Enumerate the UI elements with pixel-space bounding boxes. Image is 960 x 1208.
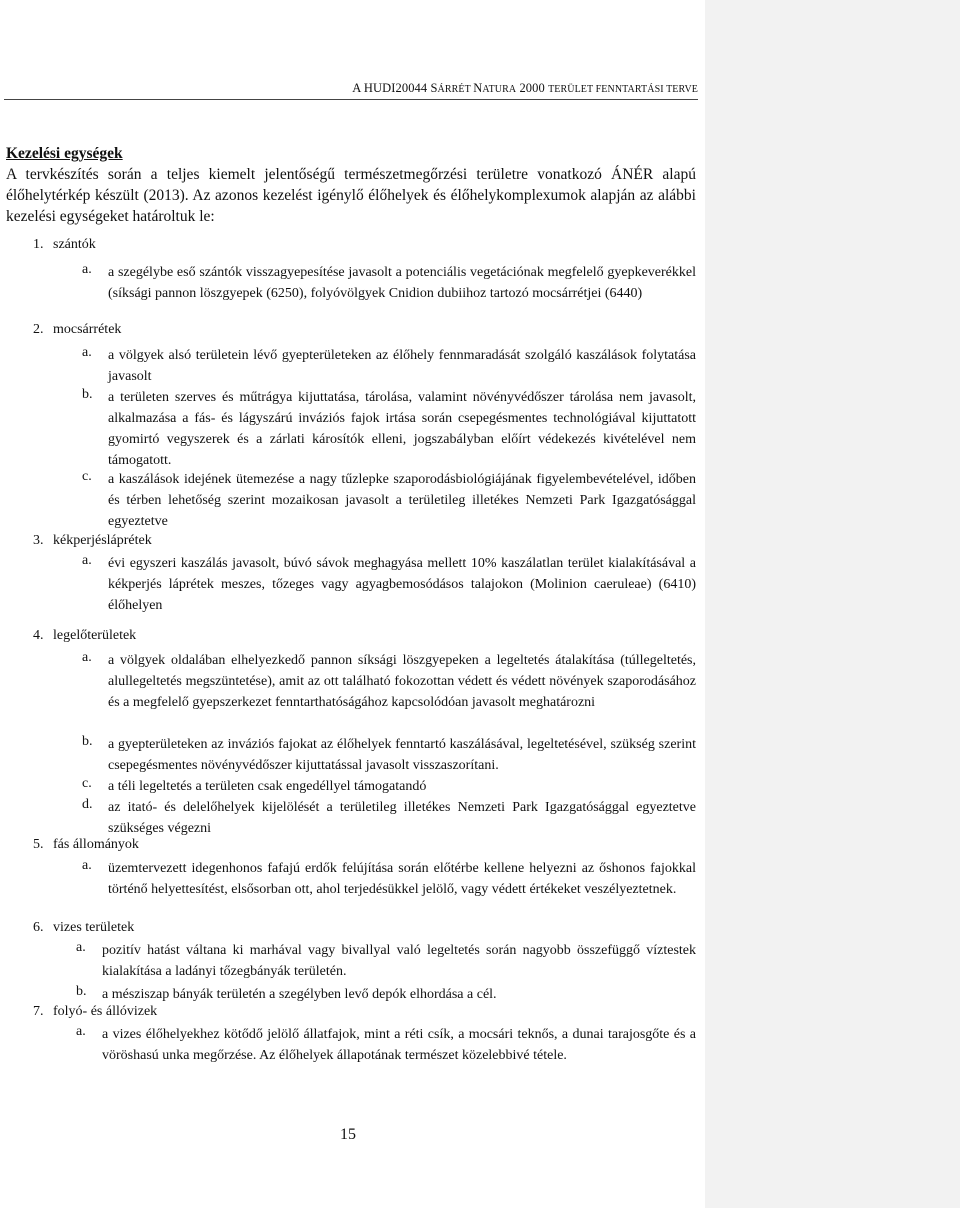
item-number: 2. — [33, 322, 44, 337]
sub-letter: c. — [82, 776, 92, 791]
sub-letter: a. — [82, 553, 92, 568]
header-prefix: A HUDI20044 S — [352, 81, 438, 95]
sub-text: a területen szerves és műtrágya kijuttatása, tárolása, valamint növényvédőszer tárolása nem javasolt, alkalmazása a fás- és lágyszárú inváziós fajok irtása során csepegésmentes technológiával kijuttatott gyomirtó vegyszerek és a zárlati károsítók elleni, jogszabályban előírt védekezés kivételével nem támogatott. — [108, 390, 696, 468]
sub-letter: b. — [82, 387, 93, 402]
sub-text: a kaszálások idejének ütemezése a nagy tűzlepke szaporodásbiológiájának figyelembevételével, időben és térben lehetőség szerint mozaikosan javasolt a területileg illetékes Nemzeti Park Igazgatósággal egyeztetve — [108, 472, 696, 529]
item-number: 1. — [33, 237, 44, 252]
sub-item-4b — [82, 734, 696, 776]
list-item-6 — [33, 920, 134, 936]
item-number: 3. — [33, 533, 44, 548]
sub-letter: a. — [82, 262, 92, 277]
sub-text: a szegélybe eső szántók visszagyepesítése javasolt a potenciális vegetációnak megfelelő gyepkeverékkel (síksági pannon löszgyepek (6250), folyóvölgyek Cnidion dubiihoz tartozó mocsárrétjei (6440) — [108, 265, 696, 301]
header-part-1: ÁRRÉT — [437, 84, 474, 95]
sub-text: a völgyek oldalában elhelyezkedő pannon síksági löszgyepeken a legeltetés átalakítása (túllegeltetés, alullegeltetés megszüntetése), amit az ott található fokozottan védett és védett növények szaporodásához és a megfelelő gyepszerkezet fenntarthatóságához kapcsolódóan javasolt meghatározni — [108, 653, 696, 710]
item-label: kékperjésláprétek — [53, 533, 152, 548]
sub-letter: a. — [82, 858, 92, 873]
sub-letter: b. — [76, 984, 87, 999]
sub-text: a mésziszap bányák területén a szegélyben levő depók elhordása a cél. — [102, 987, 497, 1002]
list-item-7 — [33, 1004, 157, 1020]
sub-letter: a. — [76, 1024, 86, 1039]
running-header — [4, 81, 698, 100]
sub-text: a téli legeltetés a területen csak engedéllyel támogatandó — [108, 779, 427, 794]
sub-text: pozitív hatást váltana ki marhával vagy bivallyal való legeltetés során nagyobb összefüggő víztestek kialakítása a ladányi tőzegbányák területén. — [102, 943, 696, 979]
sub-item-4d — [82, 797, 696, 839]
sub-item-2b — [82, 387, 696, 471]
sub-item-2a — [82, 345, 696, 387]
sub-item-3a — [82, 553, 696, 616]
header-part-4: 2000 — [516, 81, 549, 95]
sub-item-1a — [82, 262, 696, 304]
sub-text: a völgyek alsó területein lévő gyepterületeken az élőhely fennmaradását szolgáló kaszálások folytatása javasolt — [108, 348, 696, 384]
sub-text: a vizes élőhelyekhez kötődő jelölő állatfajok, mint a réti csík, a mocsári teknős, a dunai tarajosgőte és a vöröshasú unka megőrzése. Az élőhelyek állapotának természet közelebbivé tétele. — [102, 1027, 696, 1063]
sub-text: üzemtervezett idegenhonos fafajú erdők felújítása során előtérbe kellene helyezni az őshonos fajokkal történő helyettesítést, elsősorban ott, ahol terjedésükkel jelölő, vagy védett értékeket veszélyeztetnek. — [108, 861, 696, 897]
item-label: fás állományok — [53, 837, 139, 852]
sub-item-5a — [82, 858, 696, 900]
page-number: 15 — [340, 1126, 356, 1143]
sub-text: az itató- és delelőhelyek kijelölését a területileg illetékes Nemzeti Park Igazgatósággal egyeztetve szükséges végezni — [108, 800, 696, 836]
list-item-4 — [33, 628, 136, 644]
section-heading: Kezelési egységek — [6, 145, 123, 162]
header-part-5: TERÜLET FENNTARTÁSI TERVE — [548, 84, 698, 95]
intro-paragraph: A tervkészítés során a teljes kiemelt jelentőségű természetmegőrzési területre vonatkozó ÁNÉR alapú élőhelytérkép készült (2013). Az azonos kezelést igénylő élőhelyek és élőhelykomplexumok alapján az alábbi kezelési egységeket határoltuk le: — [6, 166, 696, 225]
sub-text: a gyepterületeken az inváziós fajokat az élőhelyek fenntartó kaszálásával, legeltetésével, szükség szerint csepegésmentes növényvédőszer kijuttatással javasolt visszaszorítani. — [108, 737, 696, 773]
item-number: 6. — [33, 920, 44, 935]
item-number: 5. — [33, 837, 44, 852]
header-part-2: N — [473, 81, 483, 95]
sub-letter: b. — [82, 734, 93, 749]
sub-text: évi egyszeri kaszálás javasolt, búvó sávok meghagyása mellett 10% kaszálatlan terület kialakításával a kékperjés láprétek meszes, tőzeges vagy agyagbemosódásos talajokon (Molinion caeruleae) (6410) élőhelyen — [108, 556, 696, 613]
sub-item-7a — [76, 1024, 696, 1066]
item-label: mocsárrétek — [53, 322, 122, 337]
sub-item-4c — [82, 776, 696, 797]
item-label: folyó- és állóvizek — [53, 1004, 158, 1019]
sub-letter: d. — [82, 797, 93, 812]
list-item-3 — [33, 533, 152, 549]
comment-margin-panel — [705, 0, 960, 1208]
item-label: legelőterületek — [53, 628, 137, 643]
sub-item-4a — [82, 650, 696, 713]
list-item-1 — [33, 237, 96, 253]
item-number: 4. — [33, 628, 44, 643]
header-part-3: ATURA — [482, 84, 517, 95]
item-label: szántók — [53, 237, 96, 252]
sub-letter: c. — [82, 469, 92, 484]
sub-letter: a. — [82, 650, 92, 665]
list-item-2 — [33, 322, 121, 338]
sub-letter: a. — [76, 940, 86, 955]
sub-item-2c — [82, 469, 696, 532]
sub-item-6a — [76, 940, 696, 982]
item-label: vizes területek — [53, 920, 135, 935]
item-number: 7. — [33, 1004, 44, 1019]
sub-letter: a. — [82, 345, 92, 360]
list-item-5 — [33, 837, 139, 853]
sub-item-6b — [76, 984, 696, 1005]
